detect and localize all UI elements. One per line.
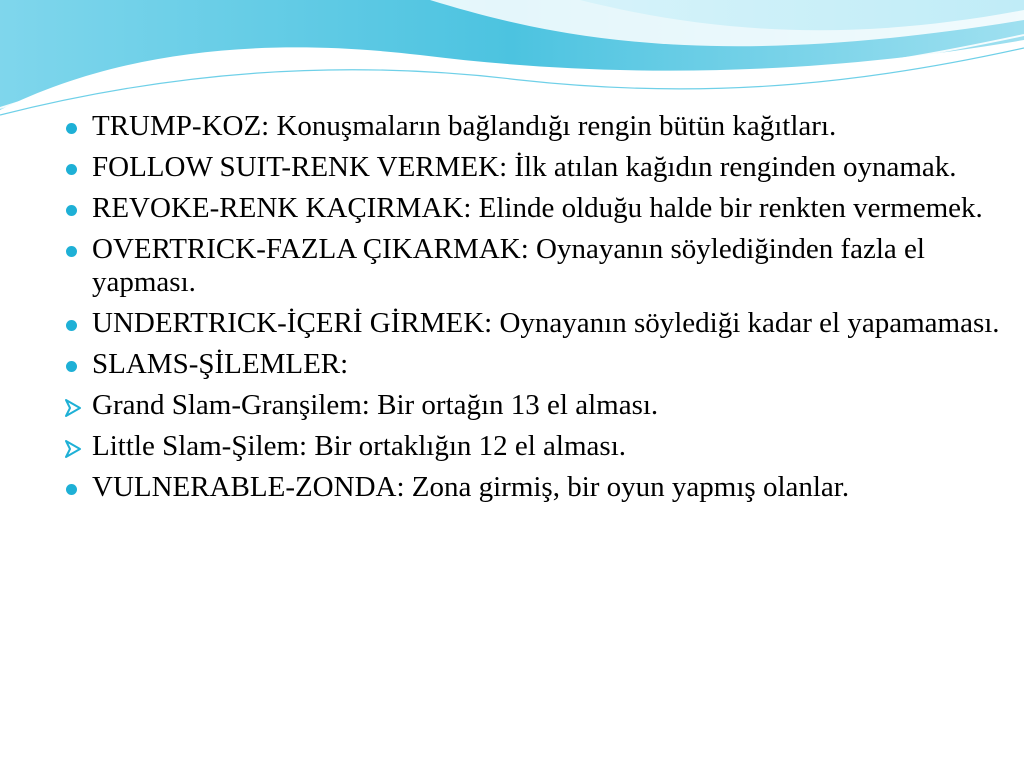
list-item bbox=[62, 471, 1002, 504]
list-item bbox=[62, 430, 1002, 463]
list-item bbox=[62, 233, 1002, 299]
circle-bullet-icon bbox=[66, 123, 77, 134]
arrow-bullet-icon bbox=[62, 397, 84, 419]
arrow-bullet-icon bbox=[62, 438, 84, 460]
list-item-text: UNDERTRICK-İÇERİ GİRMEK: Oynayanın söylediği kadar el yapamaması. bbox=[92, 307, 1000, 339]
list-item-text: OVERTRICK-FAZLA ÇIKARMAK: Oynayanın söylediğinden fazla el yapması. bbox=[92, 233, 925, 298]
list-item-text: Grand Slam-Granşilem: Bir ortağın 13 el alması. bbox=[92, 389, 659, 421]
list-item-text: VULNERABLE-ZONDA: Zona girmiş, bir oyun yapmış olanlar. bbox=[92, 471, 850, 503]
list-item bbox=[62, 389, 1002, 422]
list-item bbox=[62, 307, 1002, 340]
circle-bullet-icon bbox=[66, 320, 77, 331]
list-item-text: SLAMS-ŞİLEMLER: bbox=[92, 348, 349, 380]
list-item-text: FOLLOW SUIT-RENK VERMEK: İlk atılan kağıdın renginden oynamak. bbox=[92, 151, 957, 183]
list-item-text: TRUMP-KOZ: Konuşmaların bağlandığı rengin bütün kağıtları. bbox=[92, 110, 837, 142]
list-item bbox=[62, 110, 1002, 143]
circle-bullet-icon bbox=[66, 361, 77, 372]
circle-bullet-icon bbox=[66, 484, 77, 495]
list-item bbox=[62, 192, 1002, 225]
list-item-text: REVOKE-RENK KAÇIRMAK: Elinde olduğu halde bir renkten vermemek. bbox=[92, 192, 983, 224]
list-item bbox=[62, 151, 1002, 184]
list-item bbox=[62, 348, 1002, 381]
circle-bullet-icon bbox=[66, 164, 77, 175]
bullet-list bbox=[62, 110, 1002, 512]
circle-bullet-icon bbox=[66, 205, 77, 216]
circle-bullet-icon bbox=[66, 246, 77, 257]
list-item-text: Little Slam-Şilem: Bir ortaklığın 12 el alması. bbox=[92, 430, 627, 462]
